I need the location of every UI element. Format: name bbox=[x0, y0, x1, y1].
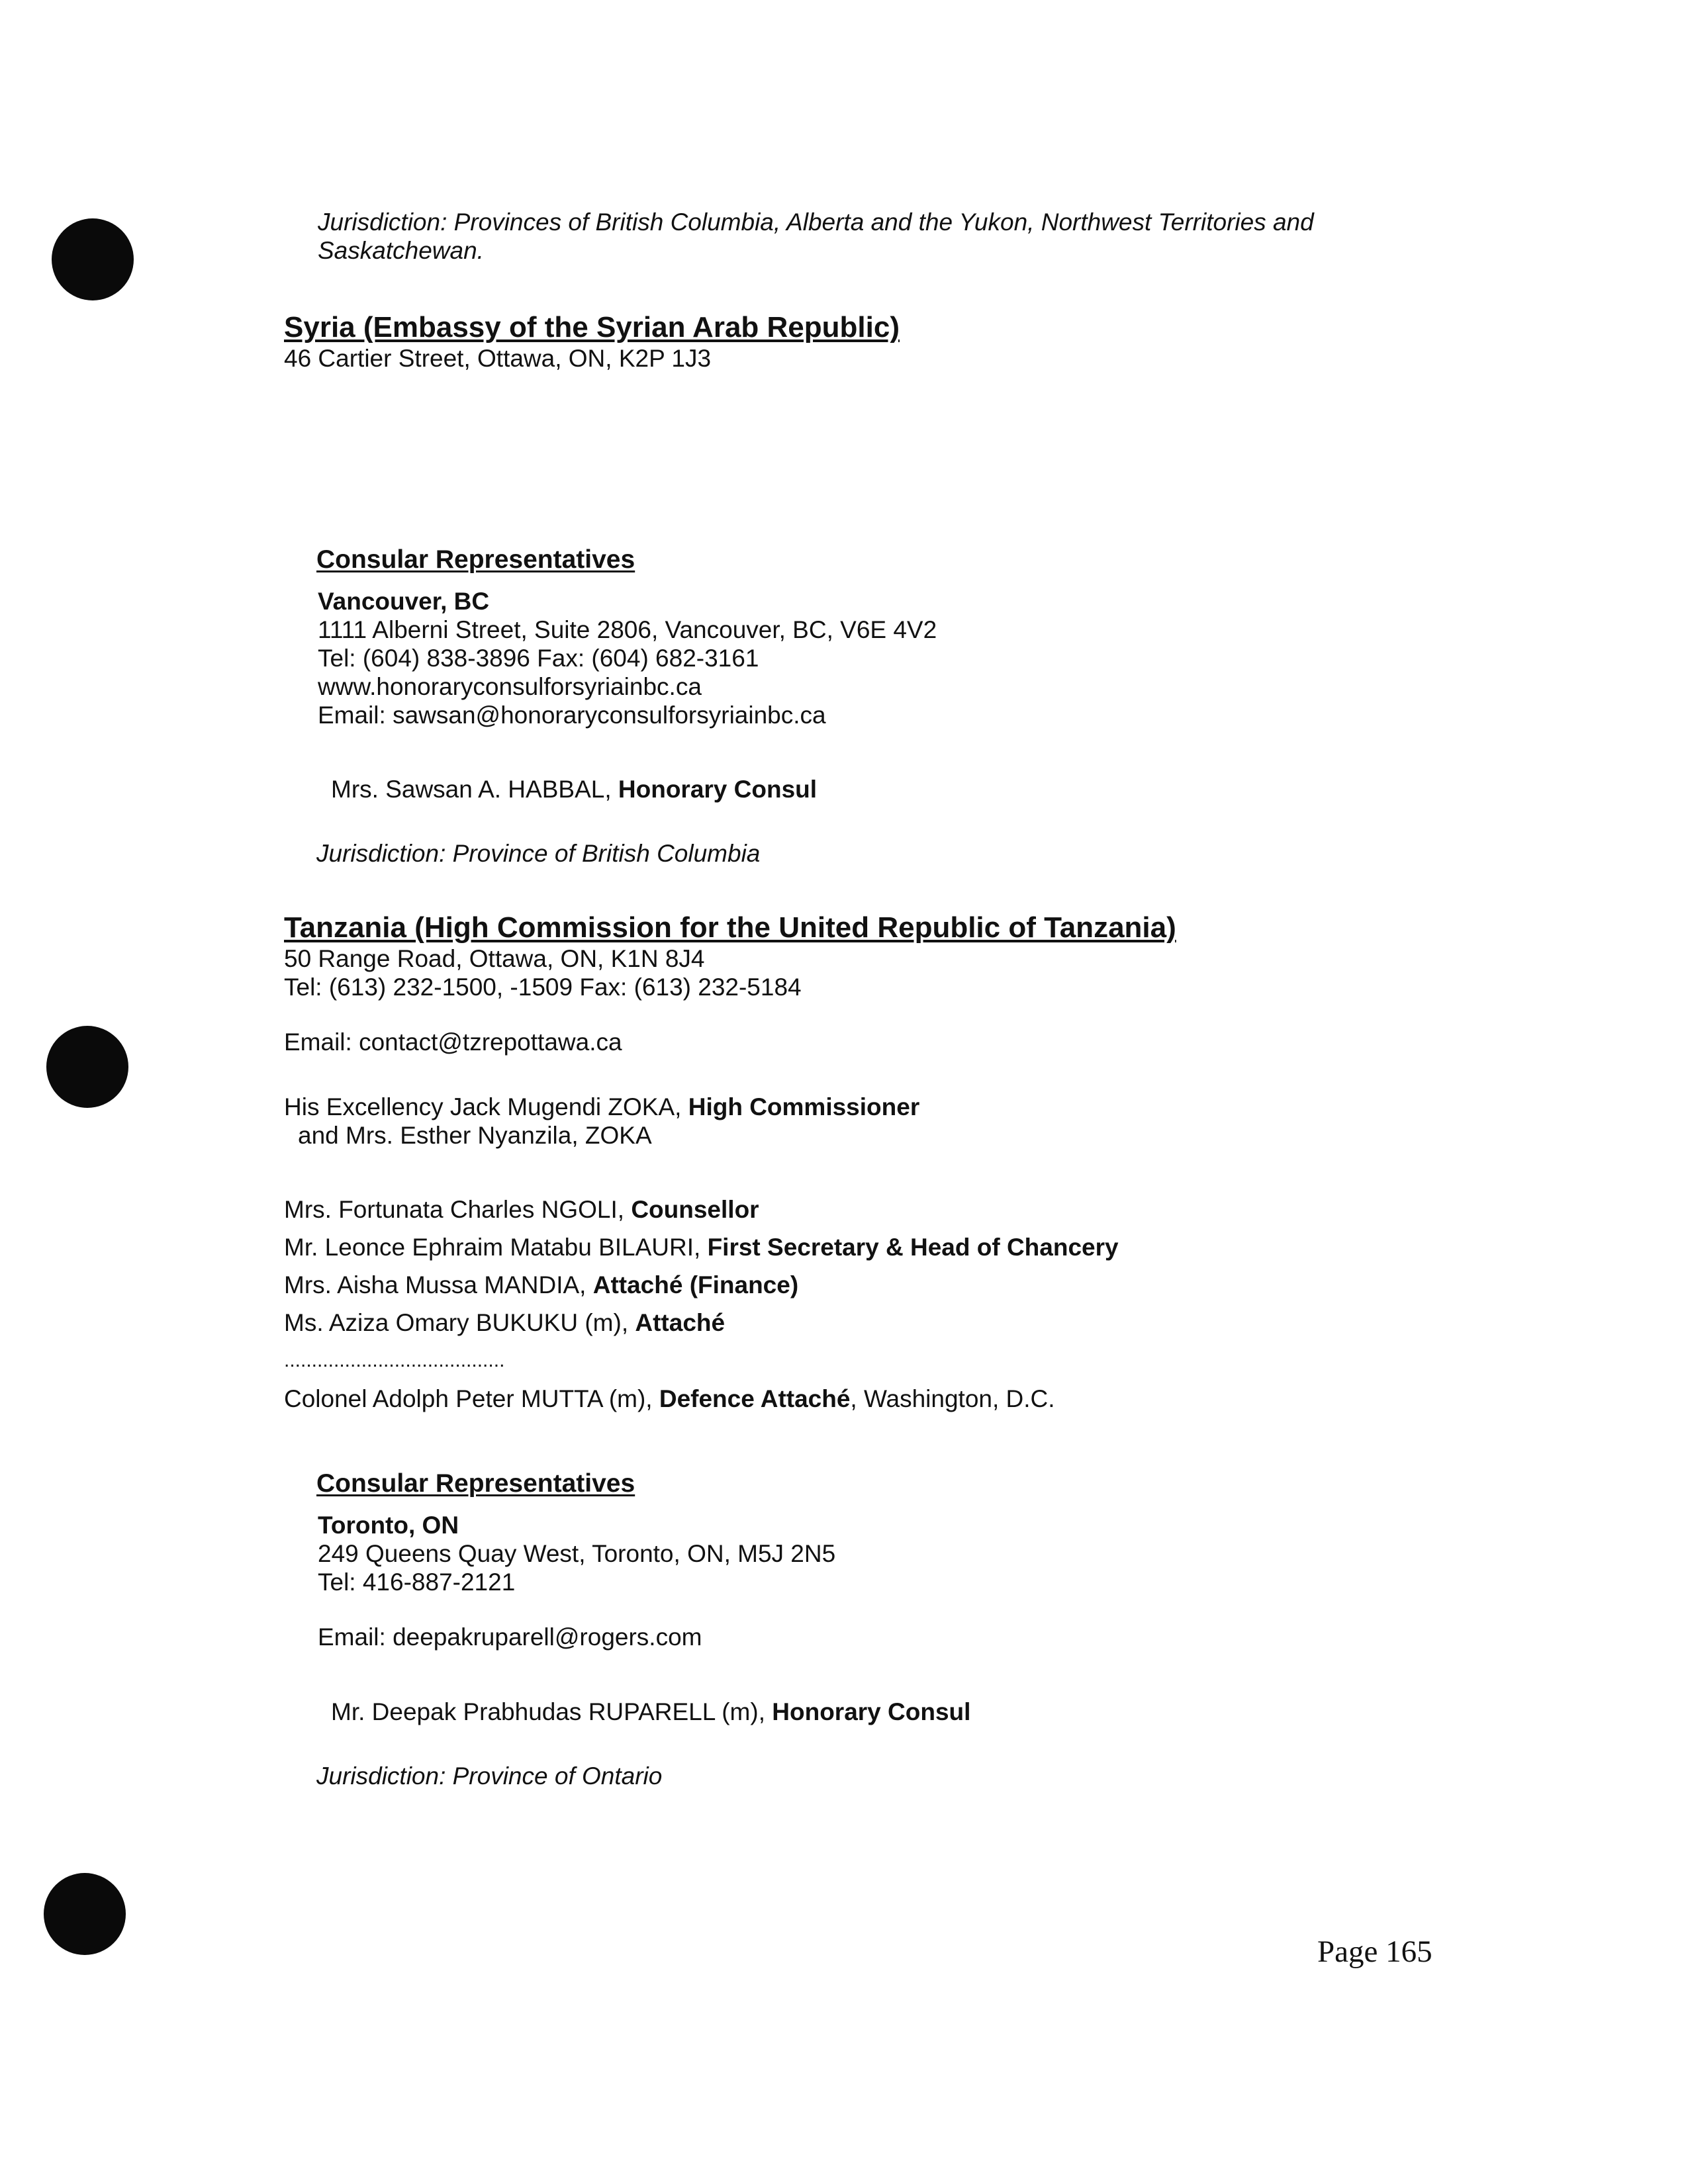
tanzania-honorary-consul: Mr. Deepak Prabhudas RUPARELL (m), Honorary Consul bbox=[331, 1698, 971, 1725]
jurisdiction-prev-line-1: Jurisdiction: Provinces of British Columbia, Alberta and the Yukon, Northwest Territories and bbox=[318, 208, 1314, 236]
tanzania-consulate-phone: Tel: 416-887-2121 bbox=[318, 1569, 516, 1596]
tanzania-high-commissioner-spouse: and Mrs. Esther Nyanzila, ZOKA bbox=[298, 1122, 652, 1149]
binder-hole-top bbox=[52, 218, 134, 300]
tanzania-staff-attache-finance: Mrs. Aisha Mussa MANDIA, Attaché (Finance) bbox=[284, 1271, 799, 1298]
dotted-separator: ........................................ bbox=[284, 1349, 505, 1371]
tanzania-email: Email: contact@tzrepottawa.ca bbox=[284, 1028, 622, 1056]
syria-consulate-phone: Tel: (604) 838-3896 Fax: (604) 682-3161 bbox=[318, 645, 759, 672]
tanzania-consular-heading: Consular Representatives bbox=[316, 1469, 635, 1498]
syria-consulate-jurisdiction: Jurisdiction: Province of British Columbia bbox=[316, 840, 761, 867]
tanzania-phone: Tel: (613) 232-1500, -1509 Fax: (613) 232-5184 bbox=[284, 974, 802, 1001]
syria-consulate-website: www.honoraryconsulforsyriainbc.ca bbox=[318, 673, 702, 700]
syria-honorary-consul: Mrs. Sawsan A. HABBAL, Honorary Consul bbox=[331, 776, 818, 803]
binder-hole-middle bbox=[46, 1026, 128, 1108]
tanzania-staff-counsellor: Mrs. Fortunata Charles NGOLI, Counsellor bbox=[284, 1196, 759, 1223]
syria-consulate-city: Vancouver, BC bbox=[318, 588, 490, 615]
jurisdiction-prev-line-2: Saskatchewan. bbox=[318, 237, 484, 264]
tanzania-defence-attache: Colonel Adolph Peter MUTTA (m), Defence Attaché, Washington, D.C. bbox=[284, 1385, 1055, 1412]
tanzania-consulate-email: Email: deepakruparell@rogers.com bbox=[318, 1623, 702, 1651]
page-number: Page 165 bbox=[1317, 1934, 1432, 1969]
tanzania-address: 50 Range Road, Ottawa, ON, K1N 8J4 bbox=[284, 945, 705, 972]
tanzania-heading: Tanzania (High Commission for the United Republic of Tanzania) bbox=[284, 911, 1176, 944]
syria-address: 46 Cartier Street, Ottawa, ON, K2P 1J3 bbox=[284, 345, 712, 372]
tanzania-consulate-address: 249 Queens Quay West, Toronto, ON, M5J 2N5 bbox=[318, 1540, 836, 1567]
tanzania-consulate-jurisdiction: Jurisdiction: Province of Ontario bbox=[316, 1762, 663, 1790]
syria-consulate-email: Email: sawsan@honoraryconsulforsyriainbc.ca bbox=[318, 702, 826, 729]
tanzania-staff-attache: Ms. Aziza Omary BUKUKU (m), Attaché bbox=[284, 1309, 726, 1336]
tanzania-staff-first-secretary: Mr. Leonce Ephraim Matabu BILAURI, First Secretary & Head of Chancery bbox=[284, 1234, 1119, 1261]
binder-hole-bottom bbox=[44, 1873, 126, 1955]
syria-consular-heading: Consular Representatives bbox=[316, 545, 635, 574]
tanzania-high-commissioner: His Excellency Jack Mugendi ZOKA, High Commissioner bbox=[284, 1093, 920, 1120]
syria-consulate-address: 1111 Alberni Street, Suite 2806, Vancouver, BC, V6E 4V2 bbox=[318, 616, 937, 643]
tanzania-consulate-city: Toronto, ON bbox=[318, 1512, 459, 1539]
syria-heading: Syria (Embassy of the Syrian Arab Republic) bbox=[284, 311, 900, 343]
